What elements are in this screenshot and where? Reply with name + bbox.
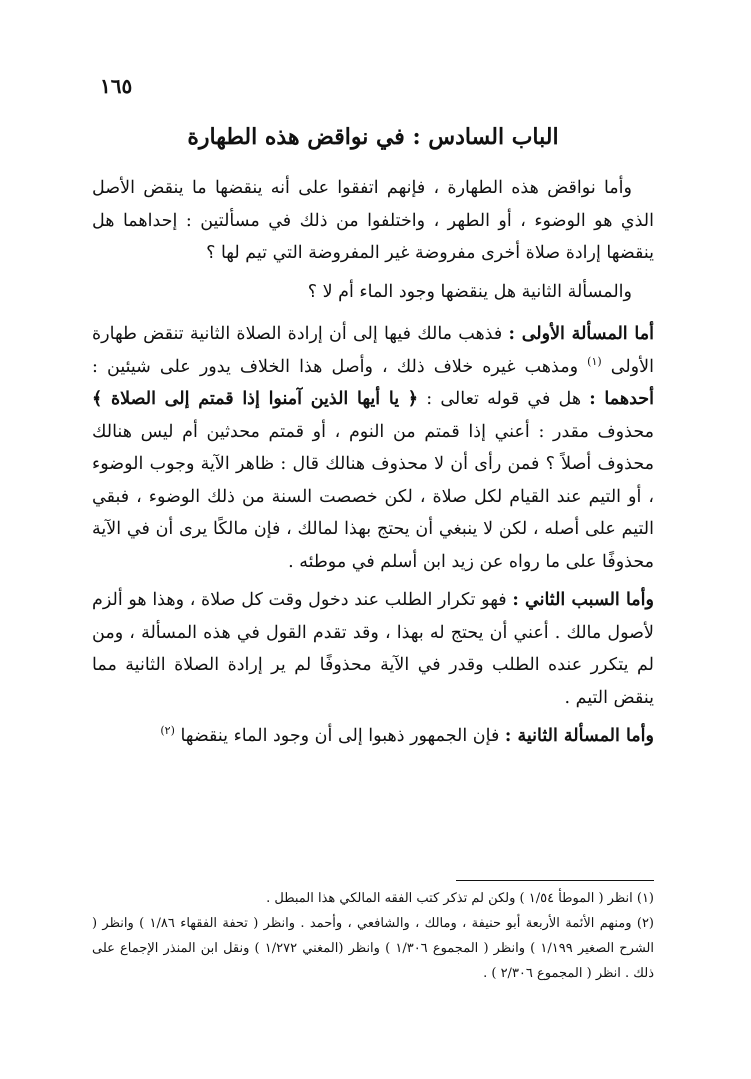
footnote-ref-1: (١) — [587, 354, 602, 368]
paragraph-text: وأما نواقض هذه الطهارة ، فإنهم اتفقوا على أنه ينقضها ما ينقض الأصل الذي هو الوضوء ، أو الطهر ، واختلفوا من ذلك في مسألتين : إحداهما هل ينقضها إرادة صلاة أخرى مفروضة غير المفروضة التي تيم لها ؟ — [92, 178, 654, 263]
paragraph-first-issue — [92, 318, 654, 578]
paragraph-text: فهو تكرار الطلب عند دخول وقت كل صلاة ، وهذا هو ألزم لأصول مالك . أعني أن يحتج له بهذا ، وقد تقدم القول في هذه المسألة ، ومن لم يتكرر عنده الطلب وقدر في الآية محذوفًا لم ير إرادة الصلاة الثانية مما ينقض التيم . — [92, 590, 654, 708]
paragraph-text: ومذهب غيره خلاف ذلك ، وأصل هذا الخلاف يدور على شيئين : — [92, 356, 579, 377]
paragraph-intro — [92, 172, 654, 270]
chapter-title: الباب السادس : في نواقض هذه الطهارة — [187, 124, 559, 150]
footnote-1: (١) انظر ( الموطأ ١/٥٤ ) ولكن لم تذكر كتب الفقه المالكي هذا المبطل . — [266, 891, 654, 906]
sub-lead: أحدهما : — [589, 389, 654, 409]
paragraph-text: هل في قوله تعالى : — [426, 389, 582, 409]
section-lead: أما المسألة الأولى : — [508, 324, 654, 344]
footnote-divider — [456, 880, 654, 881]
section-lead: وأما المسألة الثانية : — [504, 726, 654, 746]
book-page — [92, 60, 654, 1020]
paragraph-second-cause — [92, 584, 654, 714]
paragraph-second-issue — [92, 720, 654, 753]
footnote-ref-2: (٢) — [160, 724, 175, 738]
paragraph-text: فذهب مالك فيها إلى أن إرادة الصلاة الثانية تنقض طهارة الأولى — [92, 324, 654, 377]
paragraph-text: والمسألة الثانية هل ينقضها وجود الماء أم لا ؟ — [307, 281, 632, 302]
main-text — [92, 172, 654, 753]
footnotes — [92, 886, 654, 986]
page-number: ١٦٥ — [100, 74, 133, 98]
paragraph-second-question — [92, 276, 654, 309]
footnote-2: (٢) ومنهم الأئمة الأربعة أبو حنيفة ، ومالك ، والشافعي ، وأحمد . وانظر ( تحفة الفقهاء ١/٨٦ ) وانظر ( الشرح الصغير ١/١٩٩ ) وانظر ( المجموع ١/٣٠٦ ) وانظر (المغني ١/٢٧٢ ) ونقل ابن المنذر الإجماع على ذلك . انظر ( المجموع ٢/٣٠٦ ) . — [92, 916, 655, 981]
paragraph-text: محذوف مقدر : أعني إذا قمتم من النوم ، أو قمتم محدثين أم ليس هنالك محذوف أصلاً ؟ فمن رأى أن لا محذوف هنالك قال : ظاهر الآية وجوب الوضوء ، أو التيم عند القيام لكل صلاة ، لكن خصصت السنة من ذلك الوضوء ، فبقي التيم على أصله ، لكن لا ينبغي أن يحتج بهذا لمالك ، فإن مالكًا يرى أن في الآية محذوفًا على ما رواه عن زيد ابن أسلم في موطئه . — [92, 421, 654, 572]
section-lead: وأما السبب الثاني : — [512, 590, 654, 610]
paragraph-text: فإن الجمهور ذهبوا إلى أن وجود الماء ينقضها — [180, 726, 500, 746]
quran-verse: ﴿ يا أيها الذين آمنوا إذا قمتم إلى الصلاة ﴾ — [92, 389, 419, 409]
